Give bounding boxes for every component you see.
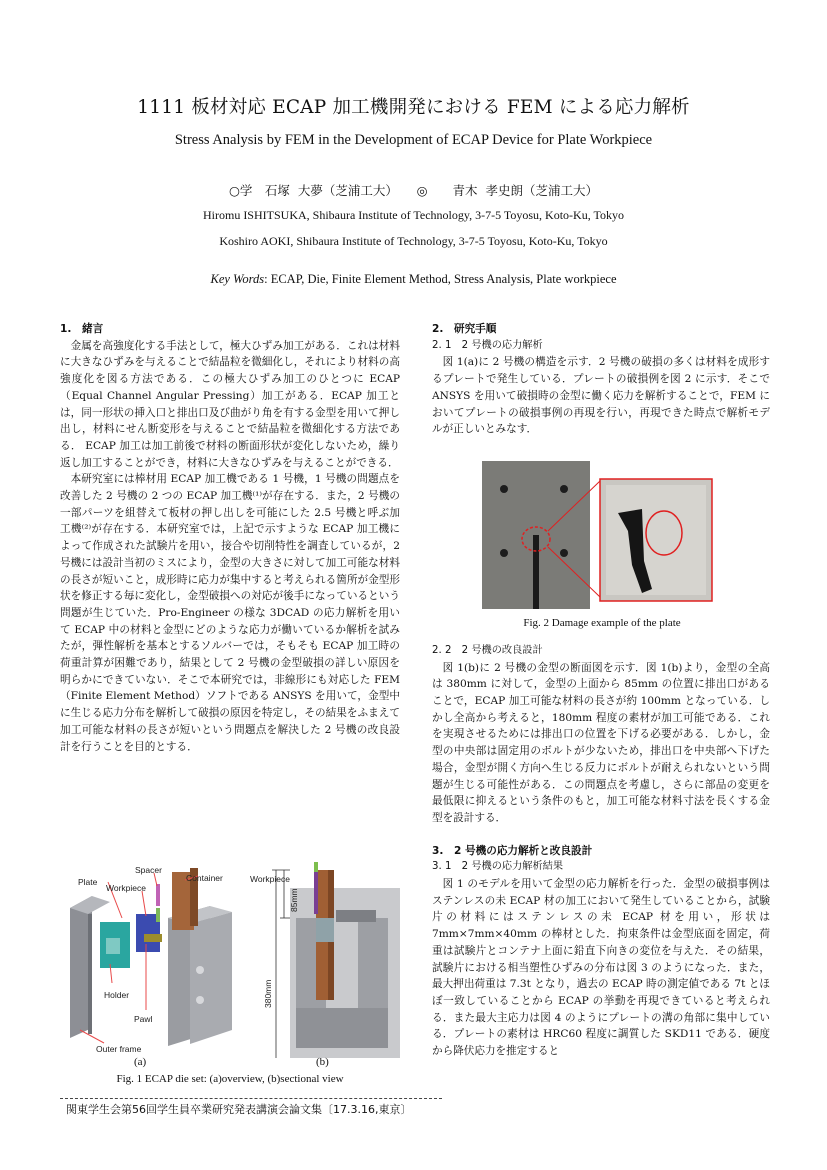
section-2-2-paragraph: 図 1(b)に 2 号機の金型の断面図を示す．図 1(b)より，金型の全高は 380mm に対して，金型の上面から 85mm の位置に排出口があることで，ECAP 加工可能な材料の長さが約 100mm となっている．しかし全高から考えると，180mm 程度の素材が加工可能である．これを実現させるためには排出口の位置を下げる必要がある．しかし，金型の中央部は固定用のボルトが少ないため，排出口を中央部へ下げた場合，金型が開く方向へ生じる反力にボルトが耐えられないという問題が生じる可能性がある．この問題点を考慮し，さらに部品の変更を最低限に抑えるという条件のもと，加工可能な材料寸法を長くする金型を設計する．: [432, 661, 770, 824]
section-3-1-heading: 3. 1 2 号機の応力解析結果: [432, 861, 564, 873]
die-sectional-view-illustration: [290, 862, 400, 1058]
keywords: [0, 272, 827, 287]
left-column: [60, 321, 400, 755]
authors: ○学 石塚 大夢（芝浦工大） ◎ 青木 孝史朗（芝浦工大）: [228, 183, 598, 198]
paper-title: 1111 板材対応 ECAP 加工機開発における FEM による応力解析: [137, 97, 690, 118]
section-gap: [432, 827, 770, 843]
affiliation-1: Hiromu ISHITSUKA, Shibaura Institute of Technology, 3-7-5 Toyosu, Koto-Ku, Tokyo: [202, 208, 624, 222]
label-pawl: Pawl: [134, 1014, 153, 1024]
keywords-text: : ECAP, Die, Finite Element Method, Stress Analysis, Plate workpiece: [264, 272, 617, 286]
keywords-label: Key Words: [210, 272, 265, 286]
section-2-heading: 2. 研究手順: [432, 323, 497, 335]
figure-2: [482, 461, 722, 631]
section-3-heading: 3. 2 号機の応力解析と改良設計: [432, 844, 593, 857]
footer-proceedings: 関東学生会第56回学生員卒業研究発表講演会論文集〔17.3.16,東京〕: [66, 1103, 412, 1116]
right-column: [432, 321, 770, 1060]
figure-2-image: [482, 461, 722, 609]
section-2-2-heading: 2. 2 2 号機の改良設計: [432, 644, 543, 656]
zoomed-photo: [600, 479, 712, 601]
figure-1-caption: Fig. 1 ECAP die set: (a)overview, (b)sectional view: [116, 1073, 344, 1085]
figure-1b-sublabel: (b): [316, 1056, 329, 1068]
section-3-1-paragraph: 図 1 のモデルを用いて金型の応力解析を行った．金型の破損事例はステンレスの未 ECAP 材の加工において発生していることから，試験片の材料にはステンレスの未 ECAP 材を用い，形状は 7mm×7mm×40mm の棒材とした．拘束条件は金型底面を固定，荷重は試験片とコンテナ上面に鉛直下向きの変位を与えた．その結果，試験片における相当塑性ひずみの分布は図 3 のようになった．また，最大押出荷重は 7.3t となり，過去の ECAP 時の測定値である 7t とほぼ一致していることから ECAP の挙動を再現できていると考えられる．また最大主応力は図 4 のようにプレートの溝の角部に集中している．プレートの素材は HRC60 程度に調質した SKD11 である．硬度から降伏応力を推定すると: [432, 878, 770, 1058]
label-85mm: 85mm: [289, 888, 299, 912]
label-plate: Plate: [78, 877, 98, 887]
figure-2-caption: Fig. 2 Damage example of the plate: [523, 617, 681, 629]
paper-subtitle: Stress Analysis by FEM in the Development of ECAP Device for Plate Workpiece: [174, 132, 653, 148]
affiliation-2: Koshiro AOKI, Shibaura Institute of Technology, 3-7-5 Toyosu, Koto-Ku, Tokyo: [219, 234, 608, 248]
section-1-paragraph-2: 本研究室には棒材用 ECAP 加工機である 1 号機，1 号機の問題点を改善した 2 号機の 2 つの ECAP 加工機⁽¹⁾が存在する．また，2 号機の一部パーツを組替えて板材の押し出しを可能にした 2.5 号機と呼ぶ加工機⁽²⁾が存在する．本研究室では，上記で示すような ECAP 加工機によって作成された試験片を用い，接合や切削特性を調査しているが，2 号機には設計当初のミスにより，金型の大きさに対して加工可能な材料の長さが短いこと，成形時に応力が集中すると考えられる箇所が金型形状を修正する毎に変化し，金型破損への対応が後手になっているという問題が生じていた．Pro-Engineer の様な 3DCAD の応力解析を用いて ECAP 中の材料と金型にどのような応力が働いているか解析を試みたが，弾性解析を基本とするソルバーでは，そもそも ECAP 加工時の荷重計算が困難であり，結果として 2 号機の金型破損の詳しい原因を明らかにできていない．そこで本研究では，非線形にも対応した FEM（Finite Element Method）ソフトである ANSYS を用いて，金型中に生じる応力分布を解析して破損の原因を特定し，その結果をふまえて加工可能な材料の長さが短いという問題点を解決した 2 号機の改良設計を行うことを目的とする．: [60, 473, 400, 753]
section-1-paragraph-1: 金属を高強度化する手法として，極大ひずみ加工がある．これは材料に大きなひずみを与えることで結晶粒を微細化し，それにより材料の高強度化を図る方法である．この極大ひずみ加工のひとつに ECAP（Equal Channel Angular Pressing）加工がある．ECAP 加工とは，同一形状の挿入口と排出口及び曲がり角を有する金型を用いて押し出し，材料にせん断変形を与えることで結晶粒を微細化する方法である． ECAP 加工は加工前後で材料の断面形状が変化しないため，繰り返し加工することができ，材料に大きなひずみを与えることができる．: [60, 339, 400, 469]
section-1-heading: 1. 緒言: [60, 323, 104, 335]
figure-1a-sublabel: (a): [134, 1056, 147, 1068]
label-holder: Holder: [104, 990, 130, 1000]
figure-1: [60, 858, 400, 1090]
label-workpiece-section: Workpiece: [250, 874, 290, 884]
plate-photo: [482, 461, 590, 609]
label-outer-frame: Outer frame: [96, 1044, 142, 1054]
section-2-1-paragraph: 図 1(a)に 2 号機の構造を示す．2 号機の破損の多くは材料を成形するプレートで発生している．プレートの破損例を図 2 に示す．そこで ANSYS を用いて破損時の金型に働く応力を解析することで，FEM においてプレートの破損事例の再現を行い，再現できた時点で解析モデルが正しいとみなす．: [432, 356, 770, 436]
section-2-1-heading: 2. 1 2 号機の応力解析: [432, 339, 543, 351]
dimension-lines: [272, 870, 290, 1058]
label-spacer: Spacer: [135, 865, 162, 875]
label-workpiece: Workpiece: [106, 883, 146, 893]
figure-1-image: [60, 858, 400, 1058]
label-380mm: 380mm: [263, 979, 273, 1008]
footer-rule: [60, 1098, 442, 1099]
label-container: Container: [186, 873, 223, 883]
